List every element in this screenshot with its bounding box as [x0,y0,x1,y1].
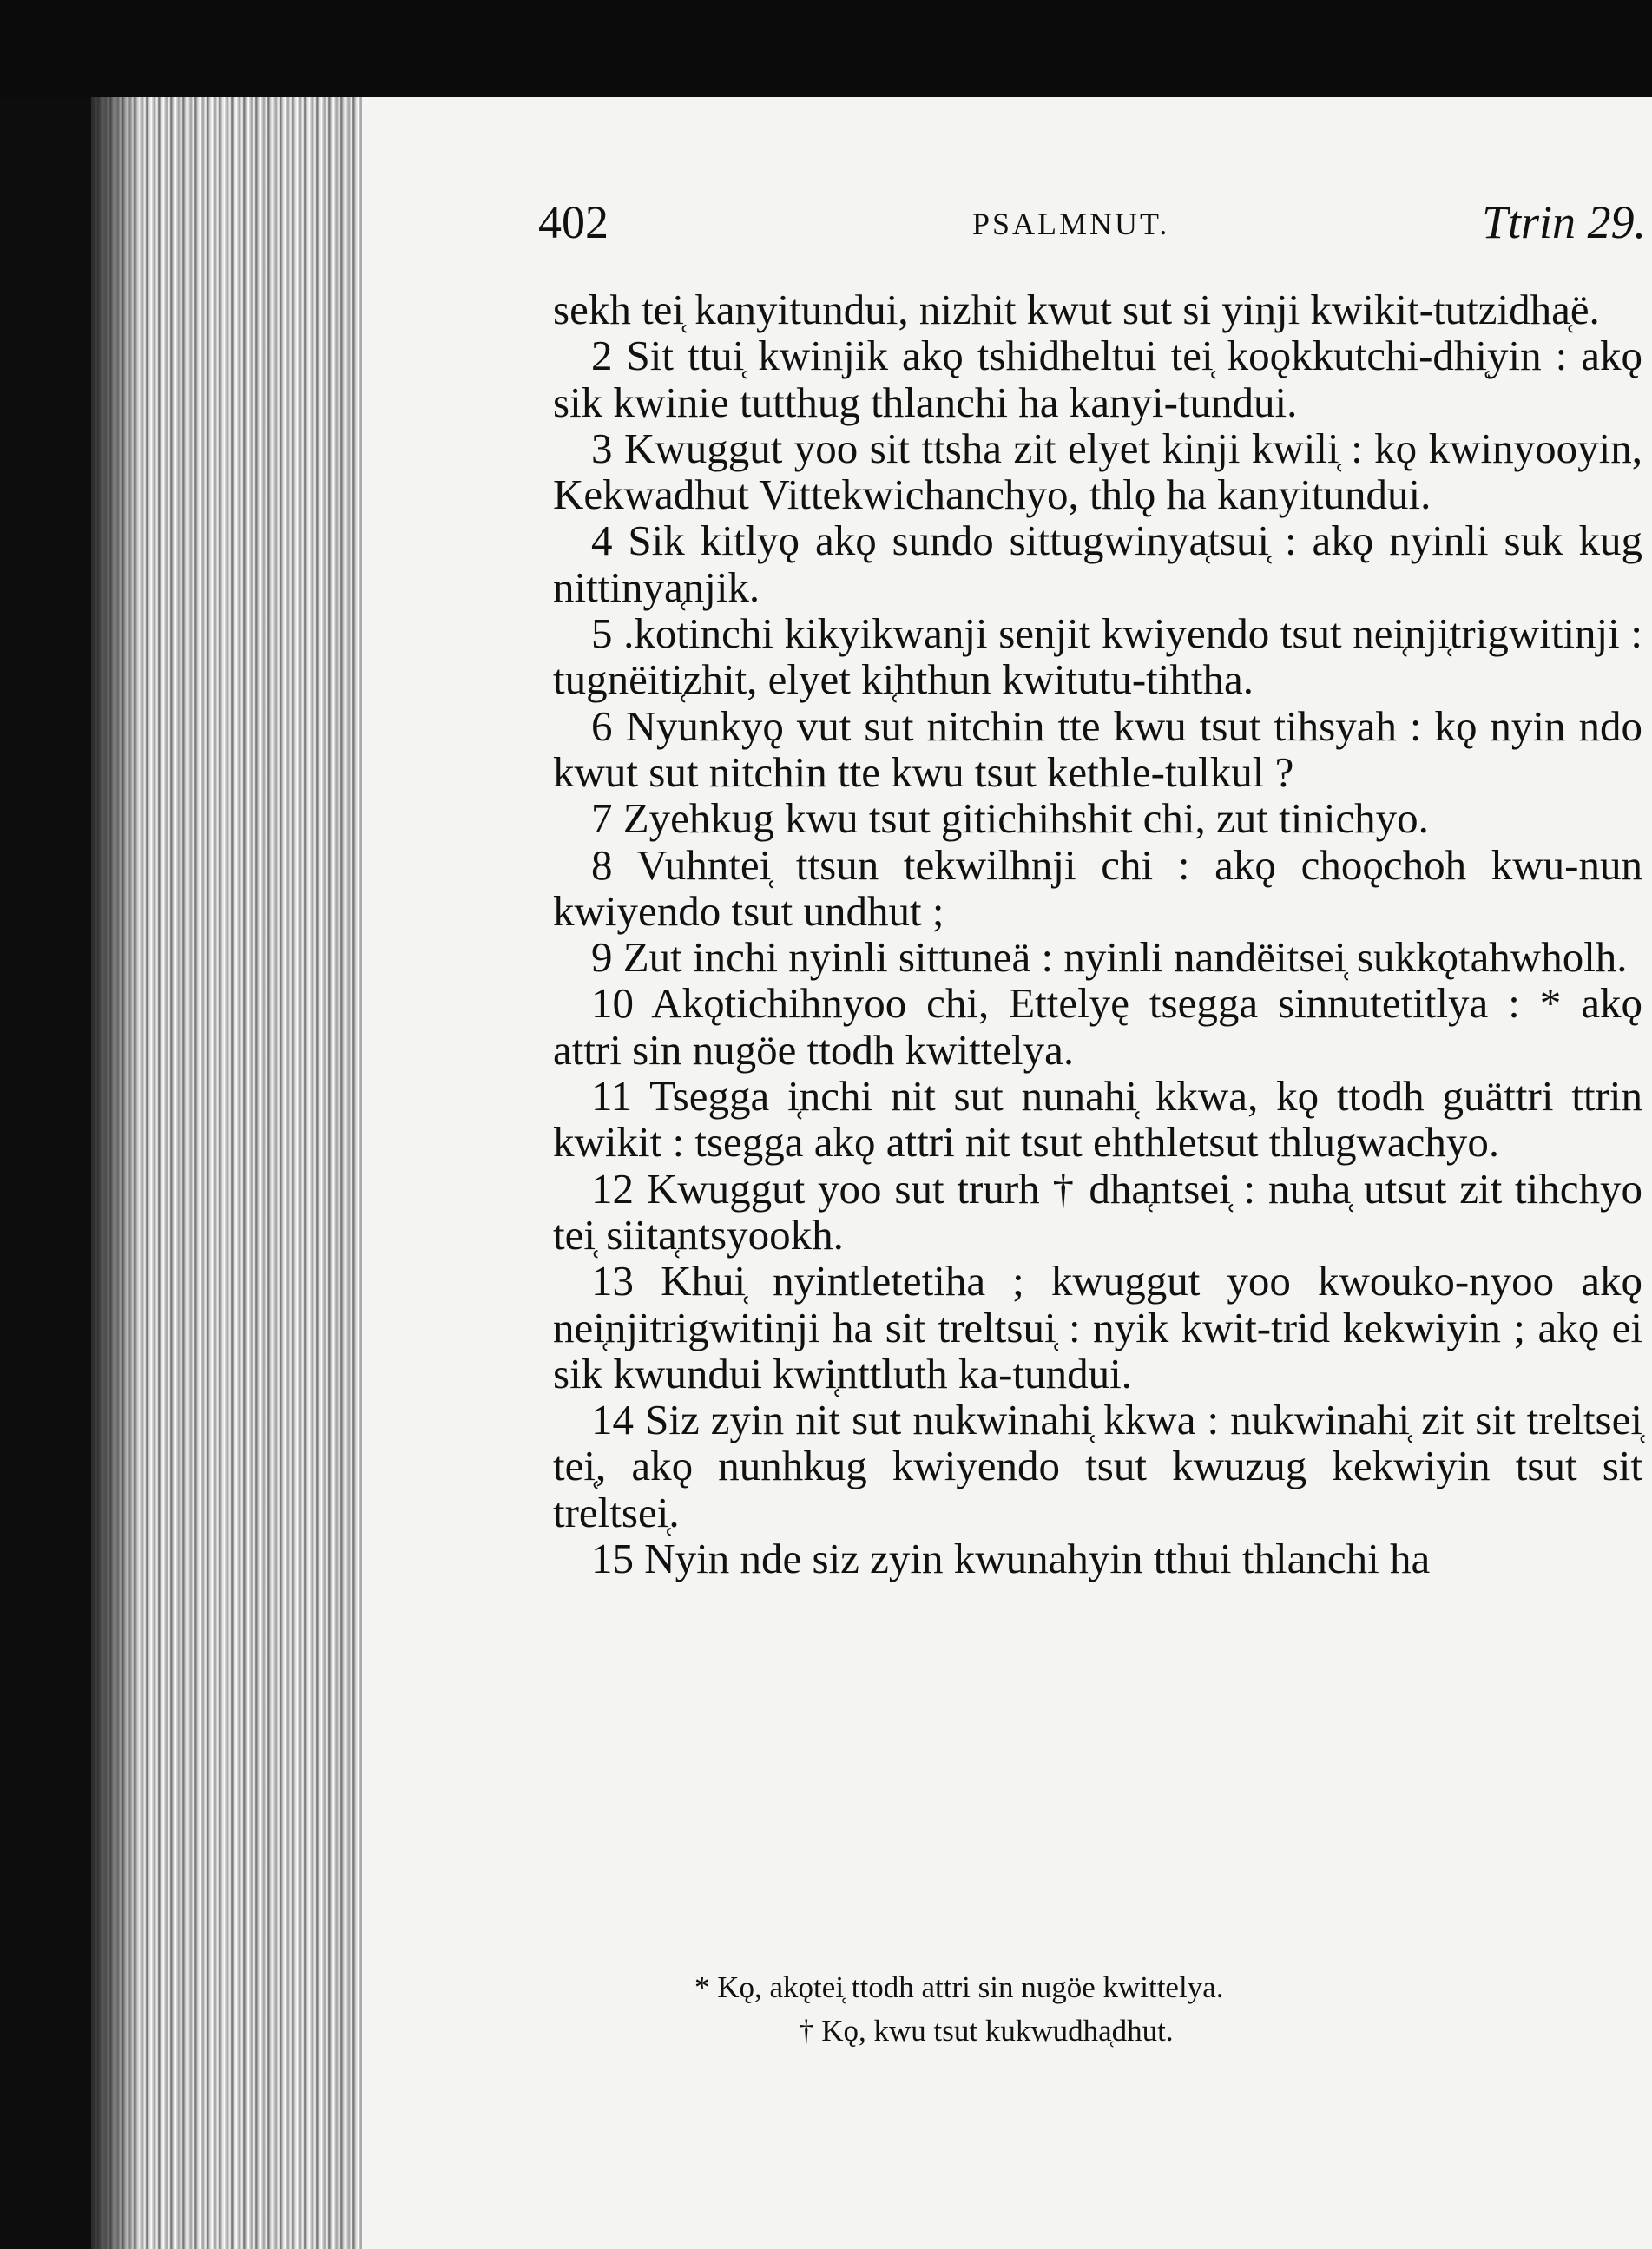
footnote-asterisk: * Kǫ, akǫtei̜ ttodh attri sin nugöe kwittelya. [694,1970,1224,2004]
footnote-dagger: † Kǫ, kwu tsut kukwudha̜dhut. [799,2014,1174,2048]
verse-9: 9 Zut inchi nyinli sittuneä : nyinli nandëitsei̜ sukkǫtahwholh. [591,933,1628,982]
verse-continuation: sekh tei̜ kanyitundui, nizhit kwut sut si yinji kwikit-tutzidha̜ë. [553,286,1600,333]
verse-5: 5 .kotinchi kikyikwanji senjit kwiyendo tsut nei̜nji̜trigwitinji : tugnëiti̜zhit, elyet ki̜hthun kwitutu-tihtha. [553,609,1642,704]
verse-13: 13 Khui̜ nyintletetiha ; kwuggut yoo kwouko-nyoo akǫ nei̜njitrigwitinji ha sit treltsui̜ : nyik kwit-trid kekwiyin ; akǫ ei sik kwundui kwi̜nttluth ka-tundui. [553,1257,1642,1397]
running-header [538,195,1652,256]
verse-2: 2 Sit ttui̜ kwinjik akǫ tshidheltui tei̜ koǫkkutchi-dhi̜yin : akǫ sik kwinie tutthug thlanchi ha kanyi-tundui. [553,332,1642,426]
psalm-text [553,286,1642,1582]
footnotes [694,1966,1563,2053]
verse-11: 11 Tsegga i̜nchi nit sut nunahi̜ kkwa, kǫ ttodh guättri ttrin kwikit : tsegga akǫ attri nit tsut ehthletsut thlugwachyo. [553,1072,1642,1167]
verse-4: 4 Sik kitlyǫ akǫ sundo sittugwinya̜tsui̜ : akǫ nyinli suk kug nittinya̜njik. [553,516,1642,611]
verse-15: 15 Nyin nde siz zyin kwunahyin tthui thlanchi ha [591,1535,1431,1583]
verse-6: 6 Nyunkyǫ vut sut nitchin tte kwu tsut tihsyah : kǫ nyin ndo kwut sut nitchin tte kwu tsut kethle-tulkul ? [553,701,1642,796]
verse-3: 3 Kwuggut yoo sit ttsha zit elyet kinji kwili̜ : kǫ kwinyooyin, Kekwadhut Vittekwichanchyo, thlǫ ha kanyitundui. [553,424,1642,519]
verse-8: 8 Vuhntei̜ ttsun tekwilhnji chi : akǫ choǫchoh kwu-nun kwiyendo tsut undhut ; [553,840,1642,935]
scan-top-border [0,0,1652,97]
page-number: 402 [538,196,609,248]
chapter-reference: Ttrin 29. [1481,196,1646,248]
running-title: PSALMNUT. [972,207,1170,241]
verse-10: 10 Akǫtichihnyoo chi, Ettelyę tsegga sinnutetitlya : * akǫ attri sin nugöe ttodh kwittelya. [553,979,1642,1074]
verse-14: 14 Siz zyin nit sut nukwinahi̜ kkwa : nukwinahi̜ zit sit treltsei̜ tei̜, akǫ nunhkug kwiyendo tsut kwuzug kekwiyin tsut sit treltsei̜. [553,1396,1642,1536]
book-gutter-shadow [91,97,143,2249]
verse-7: 7 Zyehkug kwu tsut gitichihshit chi, zut tinichyo. [591,794,1429,843]
verse-12: 12 Kwuggut yoo sut trurh † dha̜ntsei̜ : nuha̜ utsut zit tihchyo tei̜ siita̜ntsyookh. [553,1164,1642,1259]
